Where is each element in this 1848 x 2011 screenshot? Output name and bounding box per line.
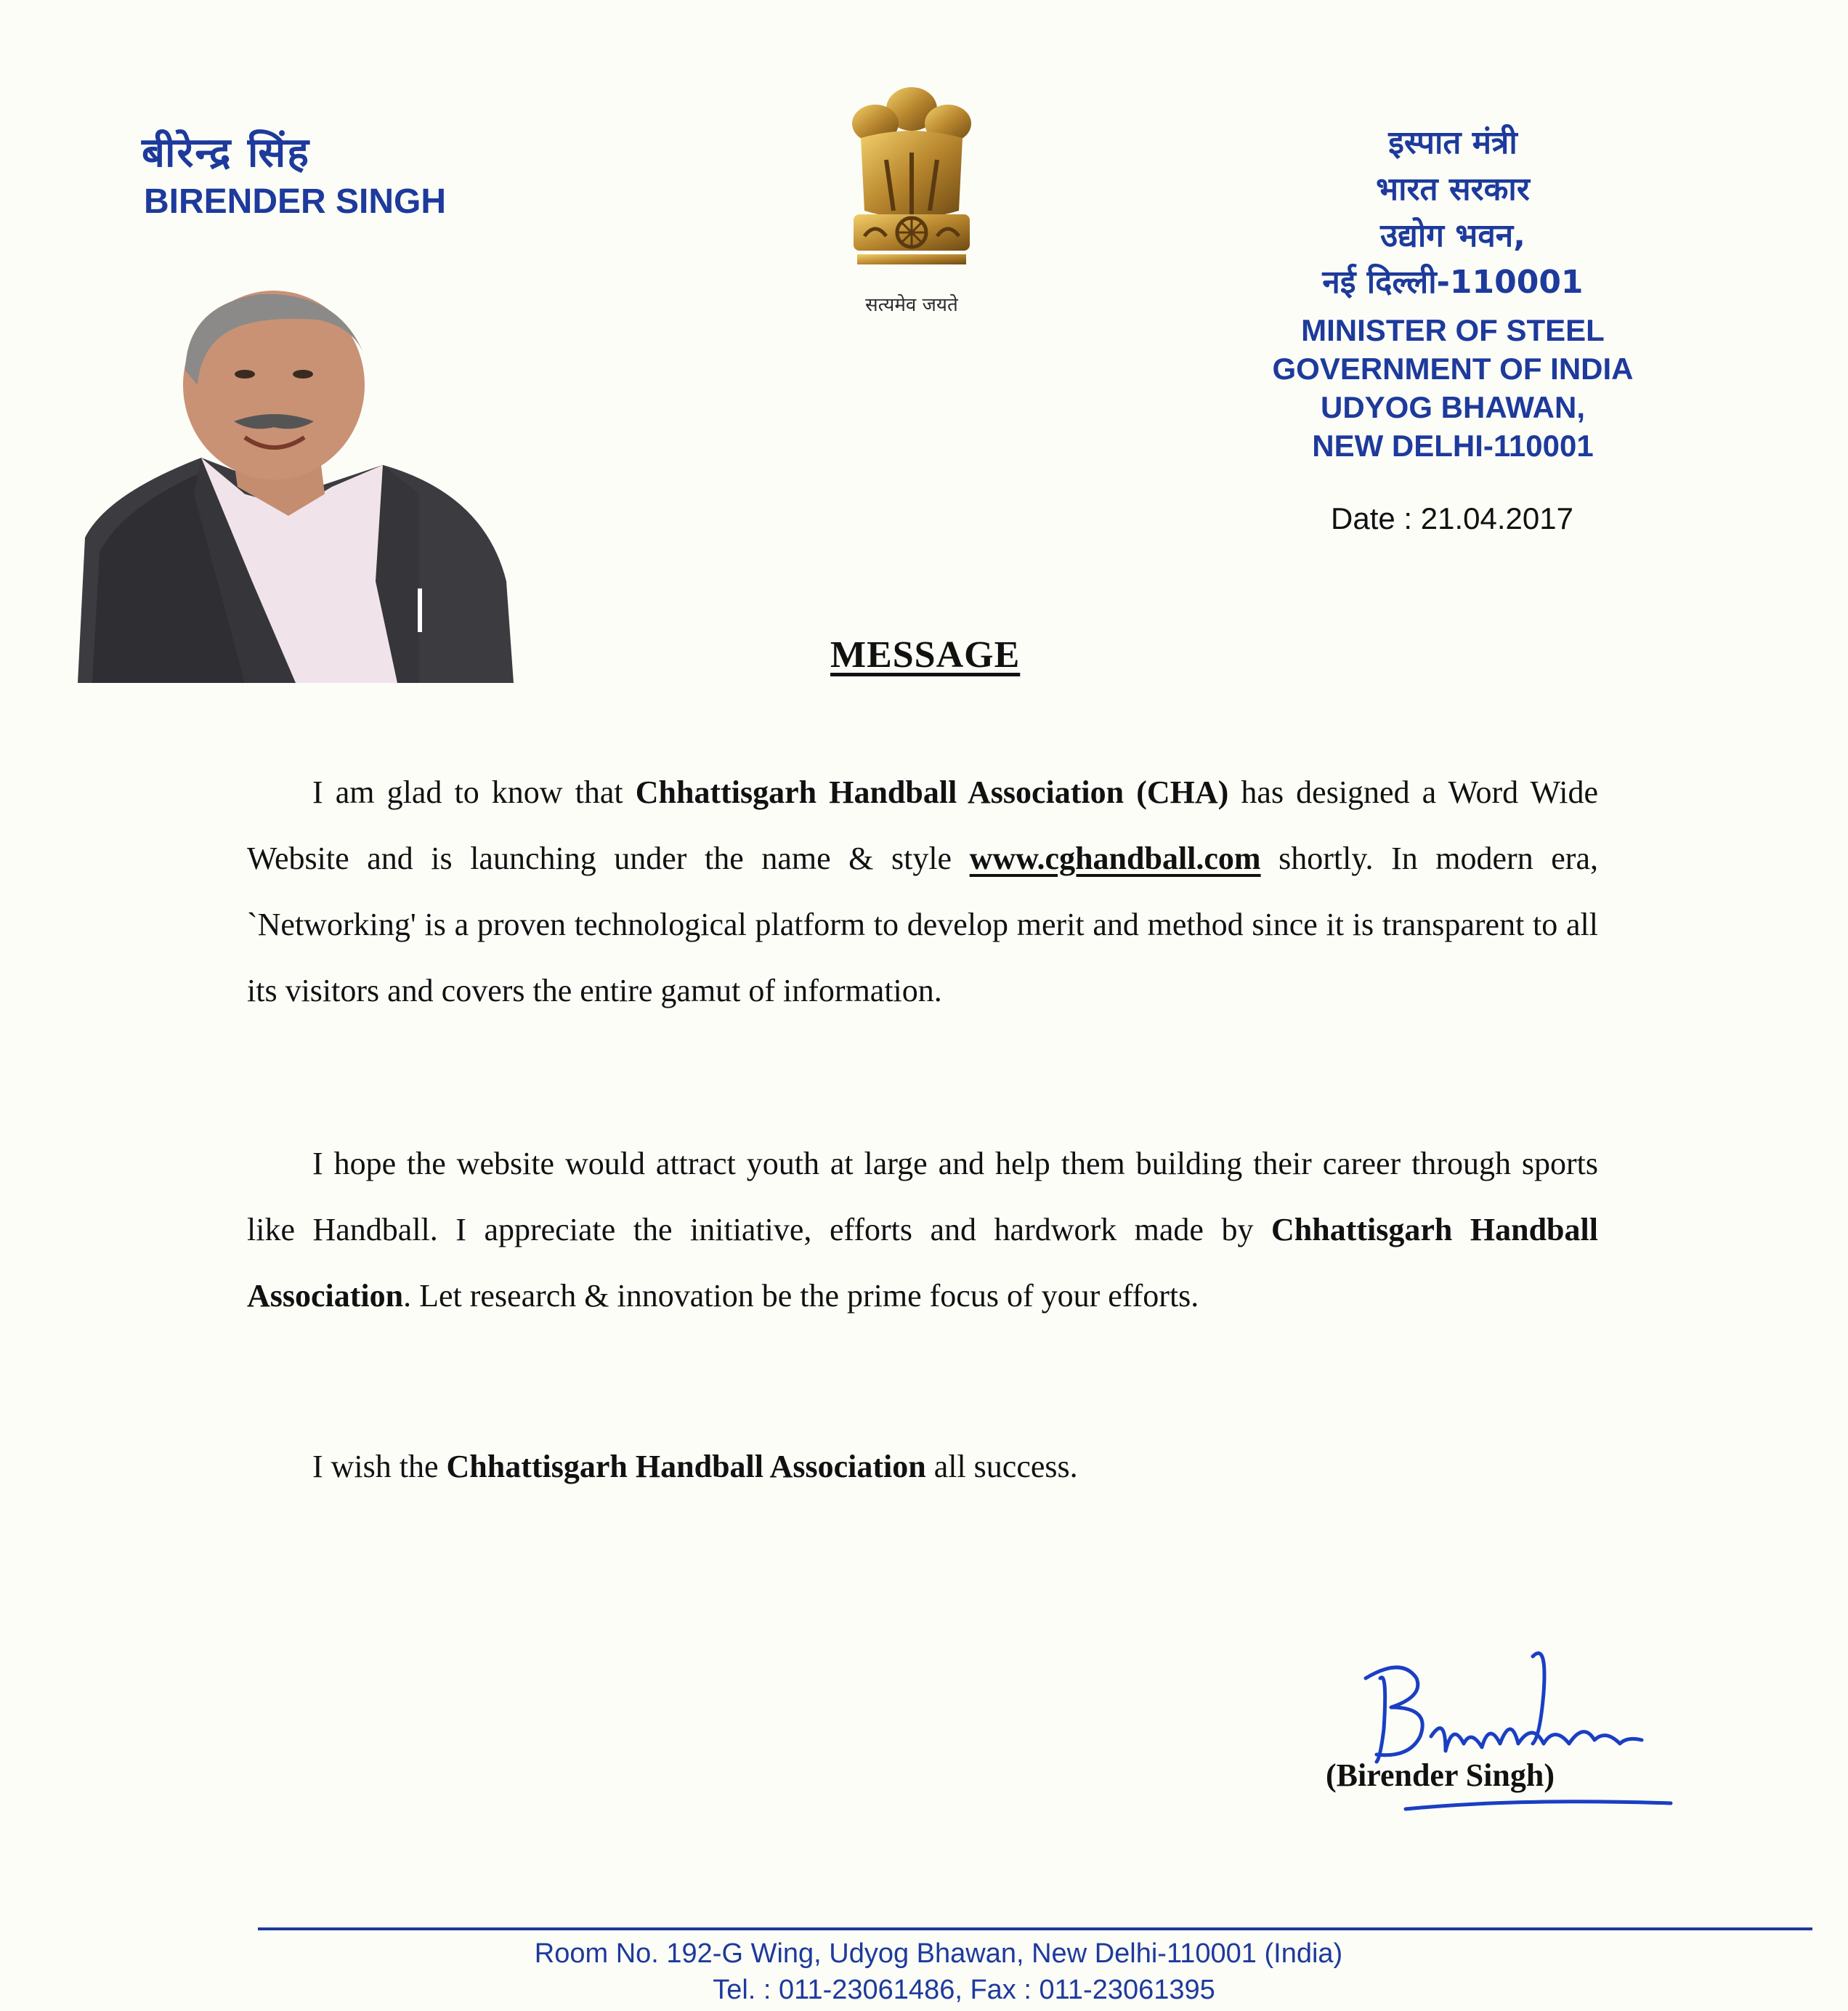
paragraph-text: all success. xyxy=(925,1449,1078,1484)
footer-address: Room No. 192-G Wing, Udyog Bhawan, New Delhi-110001 (India) xyxy=(534,1938,1343,1969)
office-line: भारत सरकार xyxy=(1376,171,1530,208)
footer-contact: Tel. : 011-23061486, Fax : 011-23061395 xyxy=(713,1975,1215,2005)
emblem-motto: सत्यमेव जयते xyxy=(865,294,958,316)
ashoka-emblem-icon xyxy=(835,80,988,327)
website-link[interactable]: www.cghandball.com xyxy=(969,841,1261,876)
office-line: NEW DELHI-110001 xyxy=(1312,429,1594,463)
signatory-name: (Birender Singh) xyxy=(1326,1757,1555,1793)
footer-divider xyxy=(258,1927,1812,1930)
office-address-hindi xyxy=(1235,120,1671,306)
message-paragraph-3 xyxy=(247,1433,1598,1500)
office-line: GOVERNMENT OF INDIA xyxy=(1272,352,1634,386)
minister-name-hindi: बीरेन्द्र सिंह xyxy=(142,129,311,177)
letter-date: Date : 21.04.2017 xyxy=(1331,501,1573,535)
office-address-english xyxy=(1235,311,1671,465)
minister-name-english: BIRENDER SINGH xyxy=(144,182,447,221)
office-line: उद्योग भवन, xyxy=(1380,217,1525,254)
paragraph-bold: Chhattisgarh Handball Association (CHA) xyxy=(635,774,1229,810)
paragraph-text: I hope the website would attract youth at large and help them building their career through sports like Handball. I appreciate the initiative, efforts and hardwork made by xyxy=(247,1146,1598,1247)
paragraph-text: shortly. In modern era, `Networking' is a proven technological platform to develop merit and method since it is transparent to all its visitors and covers the entire gamut of information. xyxy=(247,841,1598,1008)
paragraph-text: I wish the xyxy=(312,1449,447,1484)
paragraph-text: has designed a Word Wide Website and is launching under the name & style xyxy=(247,774,1599,876)
office-line: इस्पात मंत्री xyxy=(1388,124,1517,161)
paragraph-bold: Chhattisgarh Handball Association xyxy=(247,1212,1598,1314)
office-line: UDYOG BHAWAN, xyxy=(1320,390,1585,424)
message-heading: MESSAGE xyxy=(830,634,1021,676)
minister-photo xyxy=(78,276,514,683)
paragraph-bold: Chhattisgarh Handball Association xyxy=(446,1449,926,1484)
office-line: MINISTER OF STEEL xyxy=(1301,313,1605,347)
message-paragraph-2 xyxy=(247,1130,1598,1329)
paragraph-text: I am glad to know that xyxy=(312,774,636,810)
office-line: नई दिल्ली-110001 xyxy=(1322,264,1584,301)
message-paragraph-1 xyxy=(247,759,1598,1024)
paragraph-text: . Let research & innovation be the prime focus of your efforts. xyxy=(403,1278,1199,1314)
handwritten-signature xyxy=(1337,1635,1685,1853)
